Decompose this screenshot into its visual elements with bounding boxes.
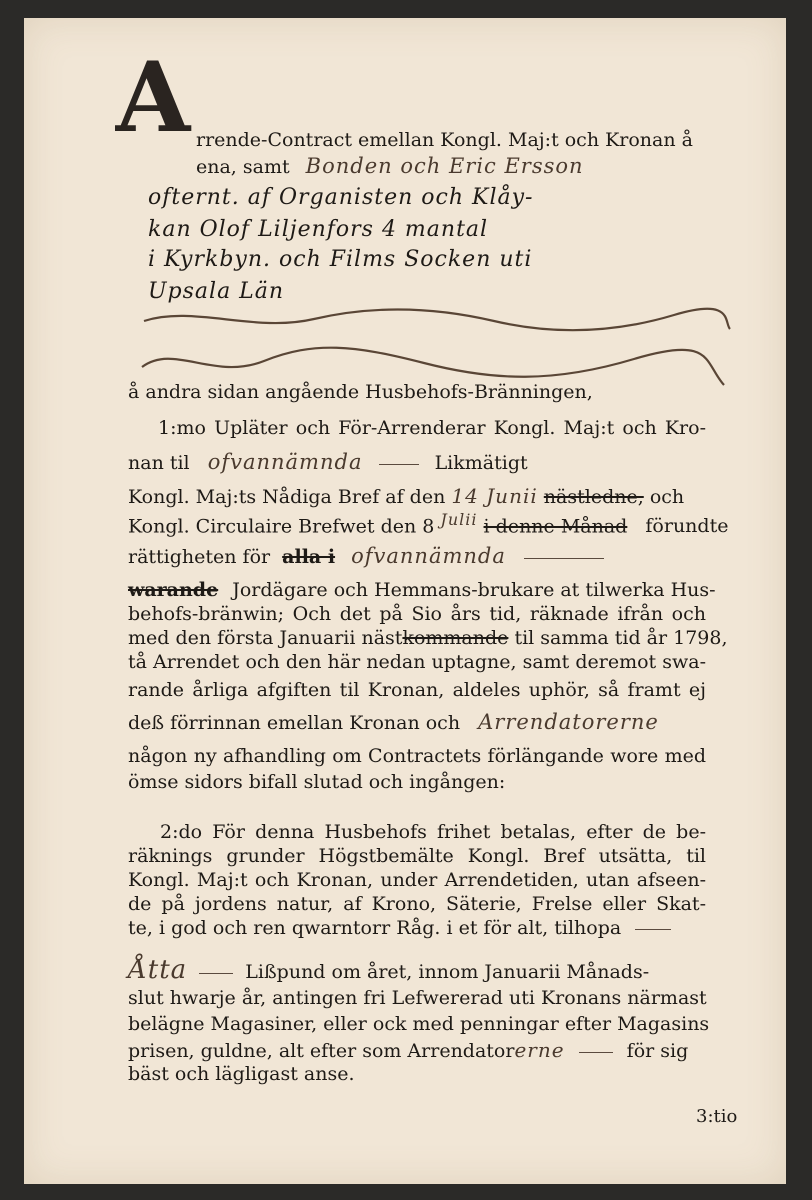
sec2-line-4: de på jordens natur, af Krono, Säterie, Frelse eller Skat- — [128, 893, 706, 915]
sec1-l2-hand: ofvannämnda — [207, 450, 363, 474]
sec1-l5-strike: alla i — [282, 546, 336, 568]
sec1-l6-strike: warande — [128, 579, 219, 601]
sec2-l9-print-b: för sig — [626, 1040, 689, 1062]
sec2-l6-print: Lißpund om året, innom Januarii Månads- — [245, 961, 650, 983]
sec1-l5-print: rättigheten för — [128, 546, 271, 568]
page-number: 3:tio — [696, 1106, 738, 1127]
header-line-2-print: ena, samt — [196, 156, 290, 178]
sec2-l9-hand: erne — [514, 1038, 565, 1062]
sec2-line-8: belägne Magasiner, eller ock med penningar efter Magasins — [128, 1013, 710, 1035]
fill-rule — [524, 558, 604, 559]
sec1-line-5 — [128, 544, 604, 569]
sec1-line-2 — [128, 450, 706, 475]
sec2-l6-hand: Åtta — [128, 955, 188, 985]
sec1-line-8 — [128, 626, 728, 650]
fill-rule — [379, 464, 419, 465]
sec1-l8-print: med den första Januarii näst — [128, 627, 403, 649]
sec1-line-9: tå Arrendet och den här nedan uptagne, samt deremot swa- — [128, 651, 706, 673]
header-line-2 — [196, 154, 584, 179]
sec2-l9-print: prisen, guldne, alt efter som Arrendator — [128, 1040, 515, 1062]
sec1-l11-print: deß förrinnan emellan Kronan och — [128, 712, 461, 734]
sec1-l3-print-b: och — [649, 486, 685, 508]
sec1-l4-strike: i denne Månad — [483, 515, 628, 538]
handwritten-line-5: i Kyrkbyn. och Films Socken uti — [148, 247, 533, 272]
header-line-1: rrende-Contract emellan Kongl. Maj:t och Kronan å — [196, 129, 693, 151]
sec1-l3-print: Kongl. Maj:ts Nådiga Bref af den — [128, 486, 446, 508]
sec1-line-10: rande årliga afgiften til Kronan, aldeles uphör, så framt ej — [128, 679, 706, 701]
sec2-line-6 — [128, 955, 650, 985]
sec1-l5-hand: ofvannämnda — [351, 544, 506, 568]
intro-line: å andra sidan angående Husbehofs-Bränningen, — [128, 381, 593, 403]
sec1-line-4 — [128, 508, 728, 538]
sec1-l4-print-b: förundte — [645, 515, 729, 538]
sec1-l3-strike: nästledne, — [543, 486, 644, 508]
sec1-line-12: någon ny afhandling om Contractets förlängande wore med — [128, 745, 706, 767]
sec1-line-7: behofs-bränwin; Och det på Sio års tid, räknade ifrån och — [128, 603, 706, 625]
fill-rule — [635, 929, 671, 930]
sec2-line-10: bäst och lägligast anse. — [128, 1063, 355, 1085]
sec2-line-5 — [128, 916, 671, 940]
sec2-l5-print: te, i god och ren qwarntorr Råg. i et för alt, tilhopa — [128, 917, 622, 939]
handwritten-line-4: kan Olof Liljenfors 4 mantal — [148, 217, 489, 242]
document-page — [24, 18, 786, 1184]
handwritten-party-name: Bonden och Eric Ersson — [305, 154, 584, 178]
sec1-line-3 — [128, 484, 684, 509]
sec2-line-1: 2:do För denna Husbehofs frihet betalas, efter de be- — [160, 821, 706, 843]
sec1-line-1: 1:mo Upläter och För-Arrenderar Kongl. Maj:t och Kro- — [158, 417, 706, 439]
sec1-l6-print: Jordägare och Hemmans-brukare at tilwerka Hus- — [232, 579, 716, 601]
sec1-line-13: ömse sidors bifall slutad och ingången: — [128, 771, 506, 793]
handwritten-line-6: Upsala Län — [148, 279, 285, 304]
sec2-line-2: räknings grunder Högstbemälte Kongl. Bref utsätta, til — [128, 845, 706, 867]
fill-rule — [579, 1052, 613, 1053]
sec1-l4-hand: Julii — [440, 510, 478, 529]
sec1-l4-print: Kongl. Circulaire Brefwet den 8 — [128, 515, 435, 538]
sec2-line-3: Kongl. Maj:t och Kronan, under Arrendetiden, utan afseen- — [128, 869, 706, 891]
sec1-l2-print: nan til — [128, 452, 190, 474]
sec2-line-7: slut hwarje år, antingen fri Lefwererad uti Kronans närmast — [128, 987, 707, 1009]
sec2-line-9 — [128, 1038, 706, 1063]
decorative-initial-letter: A — [115, 41, 191, 154]
sec1-line-11 — [128, 710, 659, 735]
sec1-l2-print-b: Likmätigt — [434, 452, 528, 474]
sec1-l8-print-b: til samma tid år 1798, — [514, 627, 728, 649]
fill-rule — [199, 973, 233, 974]
handwritten-line-3: ofternt. af Organisten och Klåy- — [148, 185, 534, 210]
sec1-l8-strike: kommande — [402, 627, 509, 649]
sec1-l11-hand: Arrendatorerne — [478, 710, 659, 734]
sec1-line-6 — [128, 578, 716, 602]
sec1-l3-hand: 14 Junii — [451, 484, 538, 508]
